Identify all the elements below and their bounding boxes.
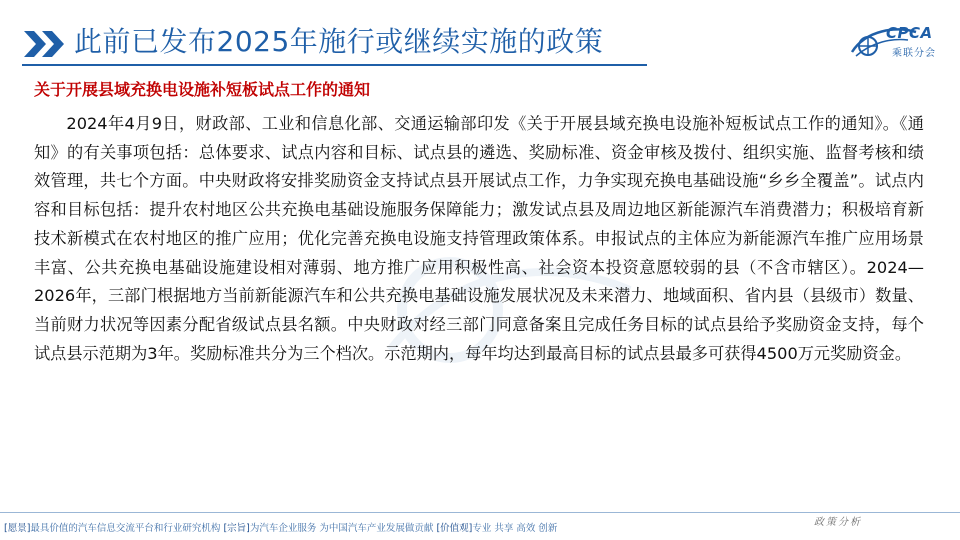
values-label: [价值观] <box>436 523 473 534</box>
mission-label: [宗旨] <box>223 523 250 534</box>
title-underline <box>22 64 647 66</box>
notice-body-paragraph: 2024年4月9日，财政部、工业和信息化部、交通运输部印发《关于开展县域充换电设施补短板试点工作的通知》。《通知》的有关事项包括：总体要求、试点内容和目标、试点县的遴选、奖励标准、资金审核及拨付、组织实施、监督考核和绩效管理，共七个方面。中央财政将安排奖励资金支持试点县开展试点工作，力争实现充换电基础设施“乡乡全覆盖”。试点内容和目标包括：提升农村地区公共充换电基础设施服务保障能力；激发试点县及周边地区新能源汽车消费潜力；积极培育新技术新模式在农村地区的推广应用；优化完善充换电设施支持管理政策体系。申报试点的主体应为新能源汽车推广应用场景丰富、公共充换电基础设施建设相对薄弱、地方推广应用积极性高、社会资本投资意愿较弱的县（不含市辖区）。2024—2026年，三部门根据地方当前新能源汽车和公共充换电基础设施发展状况及未来潜力、地域面积、省内县（县级市）数量、当前财力状况等因素分配省级试点县名额。中央财政对经三部门同意备案且完成任务目标的试点县给予奖励资金支持，每个试点县示范期为3年。奖励标准共分为三个档次。示范期内，每年均达到最高目标的试点县最多可获得4500万元奖励资金。 <box>34 114 924 363</box>
vision-label: [愿景] <box>4 523 31 534</box>
footer-mission-bar <box>4 520 557 534</box>
double-chevron-right-icon <box>22 29 70 59</box>
mission-text: 为汽车企业服务 为中国汽车产业发展做贡献 <box>249 523 434 534</box>
values-text: 专业 共享 高效 创新 <box>472 523 558 534</box>
logo-subtitle: 乘联分会 <box>892 48 936 59</box>
notice-heading: 关于开展县域充换电设施补短板试点工作的通知 <box>34 80 371 99</box>
slide-header <box>0 0 960 70</box>
logo-text: CPCA <box>886 24 933 42</box>
section-tag: 政策分析 <box>814 517 862 528</box>
page-title: 此前已发布2025年施行或继续实施的政策 <box>74 25 604 58</box>
vision-text: 最具价值的汽车信息交流平台和行业研究机构 <box>30 523 221 534</box>
